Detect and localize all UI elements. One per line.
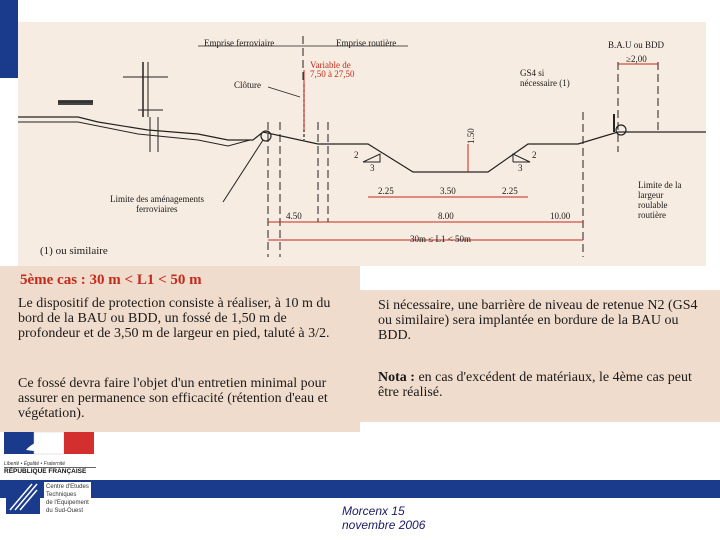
footer-line-2: novembre 2006 <box>342 518 426 532</box>
dim-150: 1.50 <box>466 128 476 144</box>
cross-section-diagram <box>18 22 706 266</box>
dim-1000: 10.00 <box>550 211 571 221</box>
footer-line-1: Morcenx 15 <box>342 504 405 518</box>
diagram-drawing <box>18 22 706 266</box>
label-variable: Variable de <box>310 60 351 70</box>
marianne-logo-icon <box>4 432 96 456</box>
dim-225b: 2.25 <box>502 186 518 196</box>
label-bau-bdd: B.A.U ou BDD <box>608 40 665 50</box>
cete-stripes-icon <box>6 480 40 514</box>
dim-225a: 2.25 <box>378 186 394 196</box>
cete-line-2: Techniques <box>46 492 77 498</box>
case-paragraph-1: Le dispositif de protection consiste à réaliser, à 10 m du bord de la BAU ou BDD, un fossé de 1,50 m de profondeur et de 3,50 m de largeur en pied, taluté à 3/2. <box>18 296 331 341</box>
label-gs4-2: nécessaire (1) <box>520 78 570 88</box>
dim-350: 3.50 <box>440 186 456 196</box>
dim-800: 8.00 <box>438 211 454 221</box>
case-paragraph-2: Ce fossé devra faire l'objet d'un entretien minimal pour assurer en permanence son efficacité (rétention d'eau et végétation). <box>18 376 328 421</box>
cete-line-1: Centre d'Etudes <box>46 484 89 490</box>
nota-paragraph <box>378 370 708 400</box>
republique-logo <box>4 432 96 480</box>
text-panel-left <box>0 266 360 432</box>
embankment-line <box>18 122 250 146</box>
cete-line-3: de l'Equipement <box>46 500 89 506</box>
slope-triangle-right <box>513 154 530 162</box>
barrier-paragraph: Si nécessaire, une barrière de niveau de retenue N2 (GS4 ou similaire) sera implantée en bordure de la BAU ou BDD. <box>378 298 698 343</box>
label-limite-amenagements: Limite des aménagements <box>110 194 204 204</box>
footer-date <box>342 504 425 532</box>
cete-logo-icon <box>6 480 40 514</box>
label-width-200: ≥2,00 <box>626 54 647 64</box>
slope-triangle-left <box>363 154 380 162</box>
case-title: 5ème cas : 30 m < L1 < 50 m <box>20 272 202 288</box>
slope-v-right: 2 <box>532 150 537 160</box>
label-emprise-ferroviaire: Emprise ferroviaire <box>204 38 275 48</box>
label-limite-largeur: Limite de la <box>638 180 682 190</box>
label-cloture: Clôture <box>234 80 261 90</box>
text-panel-right <box>360 290 720 422</box>
top-accent-bar <box>0 0 18 78</box>
label-routiere: routière <box>638 210 666 220</box>
label-similaire: (1) ou similaire <box>40 245 108 257</box>
label-variable-range: 7,50 à 27,50 <box>310 69 355 79</box>
dim-450: 4.50 <box>286 211 302 221</box>
bottom-accent-bar <box>0 480 720 498</box>
nota-text: en cas d'excédent de matériaux, le 4ème cas peut être réalisé. <box>378 370 692 400</box>
dim-range: 30m ≤ L1 < 50m <box>410 234 472 244</box>
cete-line-4: du Sud-Ouest <box>46 508 84 514</box>
label-largeur: largeur <box>638 190 664 200</box>
slope-h-left: 3 <box>370 163 375 173</box>
label-emprise-routiere: Emprise routière <box>336 38 397 48</box>
slope-v-left: 2 <box>354 150 359 160</box>
label-roulable: roulable <box>638 200 668 210</box>
ground-profile <box>18 117 706 172</box>
slope-to-limit <box>223 140 263 202</box>
slope-h-right: 3 <box>518 163 523 173</box>
cete-name <box>44 482 91 516</box>
logo-motto: Liberté • Égalité • Fraternité <box>4 461 66 467</box>
logo-republic: RÉPUBLIQUE FRANÇAISE <box>4 467 96 475</box>
label-gs4: GS4 si <box>520 68 545 78</box>
label-ferroviaires: ferroviaires <box>136 204 178 214</box>
nota-label: Nota : <box>378 370 415 385</box>
